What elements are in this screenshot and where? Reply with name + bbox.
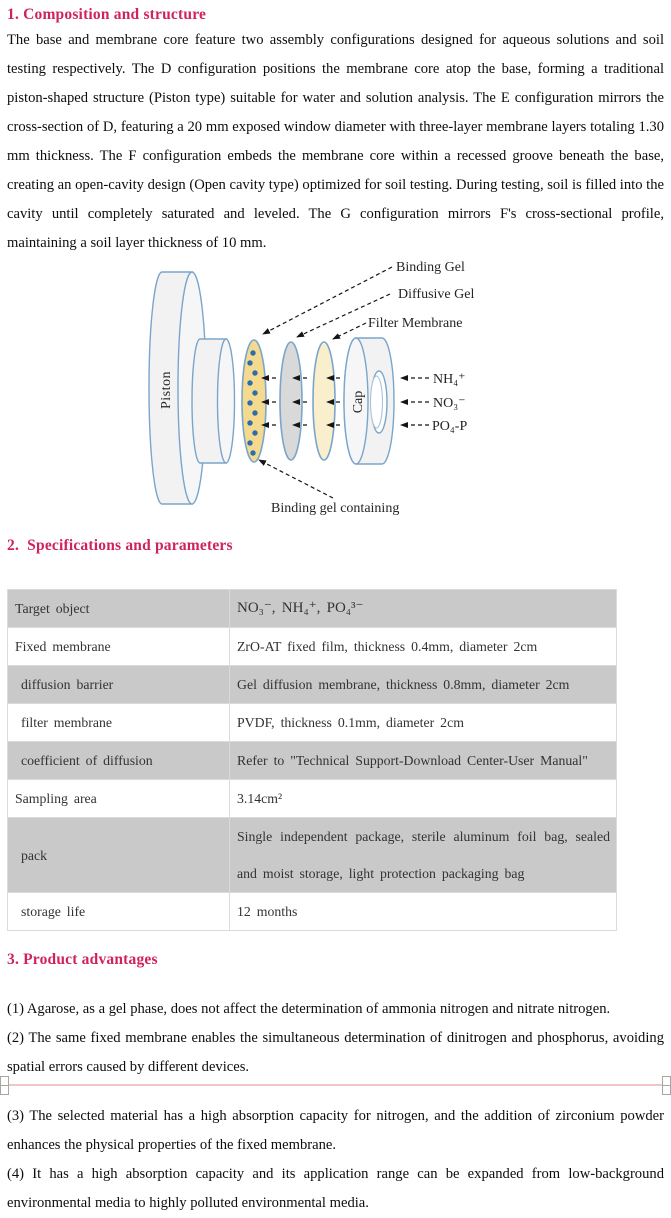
piston-inner-cylinder [192,339,234,463]
binding-gel-label: Binding Gel [396,260,465,275]
spec-table [7,589,617,931]
advantages-block-2 [7,1102,664,1218]
row-value: ZrO-AT fixed film, thickness 0.4mm, diameter 2cm [230,628,617,666]
row-value: Single independent package, sterile aluminum foil bag, sealed and moist storage, light protection packaging bag [230,818,617,893]
row-label: filter membrane [8,704,230,742]
advantages-block-1 [7,995,664,1082]
row-value: NO₃⁻, NH₄⁺, PO₄³⁻ [230,590,617,628]
binding-gel-containing-label: Binding gel containing [271,501,400,516]
ion-nh4-label: NH₄⁺ [433,372,466,387]
table-row [8,590,617,628]
cap-label: Cap [351,390,366,414]
advantage-item: (2) The same fixed membrane enables the simultaneous determination of dinitrogen and phosphorus, avoiding spatial errors caused by different devices. [7,1030,664,1075]
filter-membrane-label: Filter Membrane [368,316,463,331]
piston-label: Piston [159,370,174,410]
diffusive-gel-disc [280,342,302,460]
advantage-item: (3) The selected material has a high absorption capacity for nitrogen, and the addition of zirconium powder enhances the physical properties of the fixed membrane. [7,1108,664,1153]
ion-po4-label: PO₄-P [432,419,468,434]
section2-heading: 2. Specifications and parameters [7,537,233,554]
section1-body: The base and membrane core feature two assembly configurations designed for aqueous solutions and soil testing respectively. The D configuration positions the membrane core atop the base, forming a traditional piston-shaped structure (Piston type) suitable for water and solution analysis. The E configuration mirrors the cross-section of D, featuring a 20 mm exposed window diameter with three-layer membrane layers totaling 1.30 mm thickness. The F configuration embeds the membrane core within a recessed groove beneath the base, creating an open-cavity design (Open cavity type) optimized for soil testing. During testing, soil is filled into the cavity until completely saturated and leveled. The G configuration mirrors F's cross-sectional profile, maintaining a soil layer thickness of 10 mm. [7,32,664,251]
page-break-handle-left[interactable] [0,1076,9,1095]
table-row [8,666,617,704]
binding-gel-disc [242,340,266,462]
table-row [8,893,617,931]
row-label: coefficient of diffusion [8,742,230,780]
advantage-item: (1) Agarose, as a gel phase, does not affect the determination of ammonia nitrogen and nitrate nitrogen. [7,1001,611,1017]
row-label: storage life [8,893,230,931]
row-value: 3.14cm² [230,780,617,818]
row-label: diffusion barrier [8,666,230,704]
diffusive-gel-label: Diffusive Gel [398,287,475,302]
table-row [8,704,617,742]
table-row [8,742,617,780]
table-row [8,818,617,893]
filter-membrane-disc [313,342,335,460]
ion-no3-label: NO₃⁻ [433,396,466,411]
row-label: Sampling area [8,780,230,818]
row-label: Target object [8,590,230,628]
page-break-line [0,1084,671,1086]
advantage-item: (4) It has a high absorption capacity and its application range can be expanded from low-background environmental media to highly polluted environmental media. [7,1166,664,1211]
row-value: 12 months [230,893,617,931]
row-label: Fixed membrane [8,628,230,666]
assembly-diagram [0,250,671,525]
section3-heading: 3. Product advantages [7,951,158,968]
page-break-handle-right[interactable] [662,1076,671,1095]
table-row [8,780,617,818]
row-value: Refer to "Technical Support-Download Center-User Manual" [230,742,617,780]
page-break-divider [0,1076,671,1095]
table-row [8,628,617,666]
section1-heading: 1. Composition and structure [7,6,207,23]
row-value: Gel diffusion membrane, thickness 0.8mm, diameter 2cm [230,666,617,704]
row-label: pack [8,818,230,893]
row-value: PVDF, thickness 0.1mm, diameter 2cm [230,704,617,742]
